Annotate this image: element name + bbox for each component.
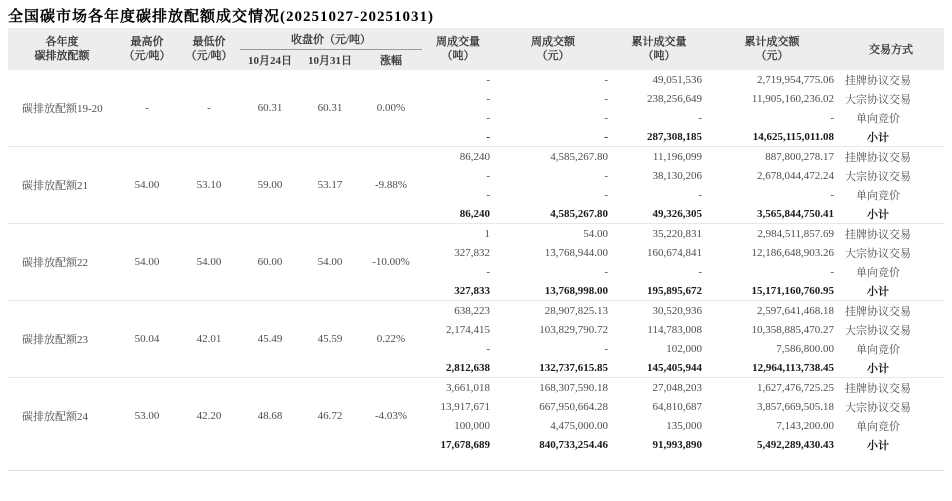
header-change: 涨幅 — [360, 50, 422, 71]
cum-volume: 135,000 — [666, 419, 702, 432]
header-product: 各年度 碳排放配额 — [8, 28, 116, 70]
week-amount: 13,768,944.00 — [544, 246, 608, 259]
header-close-price-group: 收盘价（元/吨） — [240, 28, 422, 50]
cum-volume: 11,196,099 — [652, 150, 702, 163]
week-volume: 86,240 — [459, 207, 490, 220]
low-price: 54.00 — [196, 256, 222, 268]
week-amount: 667,950,664.28 — [539, 400, 608, 413]
cum-amount: 5,492,289,430.43 — [757, 438, 834, 451]
cum-volume: 114,783,008 — [647, 323, 702, 336]
week-volume: 327,833 — [454, 284, 490, 297]
change-pct: -9.88% — [374, 179, 408, 191]
low-price: 53.10 — [196, 179, 222, 191]
week-volume: 2,812,638 — [446, 361, 490, 374]
cum-volume: 30,520,936 — [652, 304, 702, 317]
trade-method: 小计 — [867, 131, 889, 144]
week-volume: - — [486, 265, 490, 278]
table-row — [8, 147, 944, 167]
page-title: 全国碳市场各年度碳排放配额成交情况(20251027-20251031) — [8, 9, 434, 25]
trade-method: 单向竞价 — [856, 420, 900, 433]
cum-amount: 2,984,511,857.69 — [757, 227, 834, 240]
header-close-oct24: 10月24日 — [240, 50, 300, 71]
trade-method: 小计 — [867, 362, 889, 375]
cum-amount: 2,719,954,775.06 — [757, 73, 834, 86]
cum-volume: 35,220,831 — [652, 227, 702, 240]
change-pct: -10.00% — [372, 256, 410, 268]
carbon-market-table — [8, 28, 944, 471]
week-amount: - — [604, 111, 608, 124]
cum-volume: 38,130,206 — [652, 169, 702, 182]
cum-volume: 145,405,944 — [647, 361, 702, 374]
trade-method: 大宗协议交易 — [845, 93, 911, 106]
trade-method: 单向竞价 — [856, 343, 900, 356]
table-row — [8, 224, 944, 244]
week-volume: - — [486, 92, 490, 105]
cum-volume: 49,326,305 — [652, 207, 702, 220]
high-price: 50.04 — [134, 333, 160, 345]
close-oct31: 54.00 — [317, 256, 343, 268]
table-row — [8, 301, 944, 321]
cum-amount: 14,625,115,011.08 — [752, 130, 834, 143]
close-oct24: 48.68 — [257, 410, 283, 422]
change-pct: 0.00% — [376, 102, 406, 114]
header-cum-volume: 累计成交量 （吨） — [612, 28, 706, 70]
cum-volume: - — [698, 188, 702, 201]
table-row — [8, 70, 944, 89]
cum-amount: 2,678,044,472.24 — [757, 169, 834, 182]
table-header — [8, 28, 944, 70]
allowance-group-23 — [8, 301, 944, 378]
low-price: 42.01 — [196, 333, 222, 345]
cum-amount: 7,586,800.00 — [776, 342, 834, 355]
week-amount: - — [604, 342, 608, 355]
week-amount: - — [604, 92, 608, 105]
cum-amount: - — [830, 111, 834, 124]
week-amount: 4,475,000.00 — [550, 419, 608, 432]
week-amount: 13,768,998.00 — [544, 284, 608, 297]
allowance-group-24 — [8, 378, 944, 455]
cum-amount: 12,186,648,903.26 — [751, 246, 834, 259]
header-week-amount: 周成交额 （元） — [494, 28, 612, 70]
trade-method: 单向竞价 — [856, 266, 900, 279]
cum-volume: 102,000 — [666, 342, 702, 355]
allowance-name: 碳排放配额23 — [22, 334, 88, 346]
week-amount: 840,733,254.46 — [539, 438, 608, 451]
cum-volume: 27,048,203 — [652, 381, 702, 394]
week-volume: 1 — [484, 227, 490, 240]
allowance-name: 碳排放配额24 — [22, 411, 88, 423]
high-price: 54.00 — [134, 256, 160, 268]
cum-volume: 195,895,672 — [647, 284, 702, 297]
week-volume: - — [486, 111, 490, 124]
cropped-footnote-fragment — [38, 495, 78, 501]
trade-method: 挂牌协议交易 — [845, 74, 911, 87]
week-amount: 4,585,267.80 — [550, 150, 608, 163]
week-volume: 86,240 — [459, 150, 490, 163]
close-oct31: 53.17 — [317, 179, 343, 191]
high-price: - — [145, 102, 149, 114]
trade-method: 大宗协议交易 — [845, 247, 911, 260]
allowance-group-19-20 — [8, 70, 944, 147]
trade-method: 单向竞价 — [856, 112, 900, 125]
close-oct31: 60.31 — [317, 102, 343, 114]
week-volume: 100,000 — [454, 419, 490, 432]
week-volume: 17,678,689 — [440, 438, 490, 451]
trade-method: 挂牌协议交易 — [845, 151, 911, 164]
week-amount: 132,737,615.85 — [539, 361, 608, 374]
close-oct24: 60.31 — [257, 102, 283, 114]
week-amount: 28,907,825.13 — [544, 304, 608, 317]
cum-amount: 887,800,278.17 — [765, 150, 834, 163]
allowance-name: 碳排放配额21 — [22, 180, 88, 192]
low-price: 42.20 — [196, 410, 222, 422]
close-oct24: 45.49 — [257, 333, 283, 345]
week-volume: 2,174,415 — [446, 323, 490, 336]
cum-amount: 12,964,113,738.45 — [752, 361, 834, 374]
allowance-name: 碳排放配额22 — [22, 257, 88, 269]
cum-amount: 1,627,476,725.25 — [757, 381, 834, 394]
close-oct24: 59.00 — [257, 179, 283, 191]
week-amount: - — [604, 265, 608, 278]
cum-volume: 91,993,890 — [652, 438, 702, 451]
cum-volume: 64,810,687 — [652, 400, 702, 413]
week-volume: - — [486, 169, 490, 182]
change-pct: 0.22% — [376, 333, 406, 345]
week-volume: - — [486, 73, 490, 86]
cum-amount: 11,905,160,236.02 — [751, 92, 834, 105]
allowance-group-21 — [8, 147, 944, 224]
table-row — [8, 378, 944, 398]
week-volume: 13,917,671 — [440, 400, 490, 413]
trade-method: 小计 — [867, 285, 889, 298]
cum-volume: 238,256,649 — [647, 92, 702, 105]
header-trade-method: 交易方式 — [838, 28, 944, 70]
cum-amount: - — [830, 188, 834, 201]
cum-volume: 287,308,185 — [647, 130, 702, 143]
close-oct24: 60.00 — [257, 256, 283, 268]
cum-amount: - — [830, 265, 834, 278]
week-volume: - — [486, 188, 490, 201]
trade-method: 小计 — [867, 439, 889, 452]
trade-method: 大宗协议交易 — [845, 401, 911, 414]
week-amount: 4,585,267.80 — [550, 207, 608, 220]
close-oct31: 45.59 — [317, 333, 343, 345]
header-low-price: 最低价 （元/吨） — [178, 28, 240, 70]
week-volume: - — [486, 130, 490, 143]
cum-amount: 15,171,160,760.95 — [751, 284, 834, 297]
cum-volume: 49,051,536 — [652, 73, 702, 86]
trade-method: 单向竞价 — [856, 189, 900, 202]
week-amount: - — [604, 130, 608, 143]
trade-method: 挂牌协议交易 — [845, 305, 911, 318]
change-pct: -4.03% — [374, 410, 408, 422]
cum-volume: - — [698, 111, 702, 124]
close-oct31: 46.72 — [317, 410, 343, 422]
cum-amount: 3,565,844,750.41 — [757, 207, 834, 220]
high-price: 53.00 — [134, 410, 160, 422]
week-volume: 327,832 — [454, 246, 490, 259]
week-amount: 168,307,590.18 — [539, 381, 608, 394]
week-volume: 638,223 — [454, 304, 490, 317]
cum-volume: - — [698, 265, 702, 278]
trade-method: 大宗协议交易 — [845, 170, 911, 183]
week-amount: 54.00 — [583, 227, 608, 240]
week-amount: - — [604, 169, 608, 182]
cum-amount: 3,857,669,505.18 — [757, 400, 834, 413]
trade-method: 挂牌协议交易 — [845, 382, 911, 395]
allowance-group-22 — [8, 224, 944, 301]
header-high-price: 最高价 （元/吨） — [116, 28, 178, 70]
cum-amount: 2,597,641,468.18 — [757, 304, 834, 317]
week-amount: - — [604, 188, 608, 201]
header-cum-amount: 累计成交额 （元） — [706, 28, 838, 70]
low-price: - — [207, 102, 211, 114]
header-close-oct31: 10月31日 — [300, 50, 360, 71]
trade-method: 小计 — [867, 208, 889, 221]
cum-volume: 160,674,841 — [647, 246, 702, 259]
trade-method: 大宗协议交易 — [845, 324, 911, 337]
week-volume: - — [486, 342, 490, 355]
cum-amount: 10,358,885,470.27 — [751, 323, 834, 336]
week-volume: 3,661,018 — [446, 381, 490, 394]
header-week-volume: 周成交量 （吨） — [422, 28, 494, 70]
week-amount: 103,829,790.72 — [539, 323, 608, 336]
high-price: 54.00 — [134, 179, 160, 191]
week-amount: - — [604, 73, 608, 86]
allowance-name: 碳排放配额19-20 — [22, 103, 103, 115]
cum-amount: 7,143,200.00 — [776, 419, 834, 432]
trade-method: 挂牌协议交易 — [845, 228, 911, 241]
